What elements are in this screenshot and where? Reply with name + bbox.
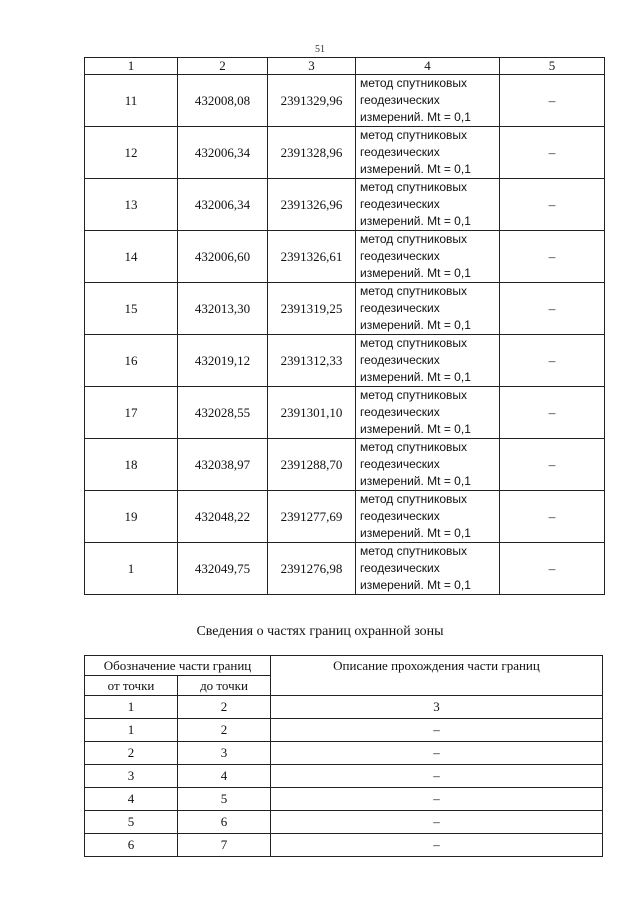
table-row bbox=[85, 834, 603, 857]
x-coordinate-cell: 432006,60 bbox=[178, 231, 268, 283]
description-cell: – bbox=[271, 719, 603, 742]
method-line: геодезических bbox=[360, 93, 440, 107]
header-to-point: до точки bbox=[178, 676, 271, 696]
header-boundary-part: Обозначение части границ bbox=[85, 656, 271, 676]
header-from-point: от точки bbox=[85, 676, 178, 696]
y-coordinate-cell: 2391312,33 bbox=[268, 335, 356, 387]
point-cell: 1 bbox=[85, 543, 178, 595]
method-line: геодезических bbox=[360, 405, 440, 419]
method-cell bbox=[356, 335, 500, 387]
table-row bbox=[85, 491, 605, 543]
y-coordinate-cell: 2391319,25 bbox=[268, 283, 356, 335]
table-row bbox=[85, 179, 605, 231]
table-row bbox=[85, 543, 605, 595]
y-coordinate-cell: 2391326,96 bbox=[268, 179, 356, 231]
y-coordinate-cell: 2391328,96 bbox=[268, 127, 356, 179]
y-coordinate-cell: 2391276,98 bbox=[268, 543, 356, 595]
from-point-cell: 5 bbox=[85, 811, 178, 834]
to-point-cell: 6 bbox=[178, 811, 271, 834]
parts-column-numbers-row bbox=[85, 696, 603, 719]
col-number-1: 1 bbox=[85, 696, 178, 719]
method-cell bbox=[356, 231, 500, 283]
to-point-cell: 4 bbox=[178, 765, 271, 788]
method-line: измерений. Mt = 0,1 bbox=[360, 110, 471, 124]
from-point-cell: 1 bbox=[85, 719, 178, 742]
method-line: метод спутниковых bbox=[360, 128, 468, 142]
x-coordinate-cell: 432048,22 bbox=[178, 491, 268, 543]
method-line: геодезических bbox=[360, 561, 440, 575]
table-row bbox=[85, 742, 603, 765]
method-line: метод спутниковых bbox=[360, 336, 468, 350]
table-row bbox=[85, 231, 605, 283]
col-header-3: 3 bbox=[268, 58, 356, 75]
page-number: 51 bbox=[315, 44, 325, 55]
description-cell: – bbox=[271, 834, 603, 857]
method-cell bbox=[356, 179, 500, 231]
method-line: измерений. Mt = 0,1 bbox=[360, 422, 471, 436]
method-line: измерений. Mt = 0,1 bbox=[360, 214, 471, 228]
x-coordinate-cell: 432008,08 bbox=[178, 75, 268, 127]
point-cell: 17 bbox=[85, 387, 178, 439]
parts-header-row bbox=[85, 656, 603, 676]
table-row bbox=[85, 335, 605, 387]
from-point-cell: 3 bbox=[85, 765, 178, 788]
point-cell: 12 bbox=[85, 127, 178, 179]
method-line: геодезических bbox=[360, 353, 440, 367]
method-cell bbox=[356, 127, 500, 179]
note-cell: – bbox=[500, 439, 605, 491]
to-point-cell: 7 bbox=[178, 834, 271, 857]
col-header-4: 4 bbox=[356, 58, 500, 75]
method-cell bbox=[356, 491, 500, 543]
method-line: метод спутниковых bbox=[360, 440, 468, 454]
method-cell bbox=[356, 75, 500, 127]
to-point-cell: 3 bbox=[178, 742, 271, 765]
header-description: Описание прохождения части границ bbox=[271, 656, 603, 696]
method-cell bbox=[356, 387, 500, 439]
method-line: геодезических bbox=[360, 301, 440, 315]
col-header-5: 5 bbox=[500, 58, 605, 75]
method-cell bbox=[356, 283, 500, 335]
x-coordinate-cell: 432049,75 bbox=[178, 543, 268, 595]
table-row bbox=[85, 387, 605, 439]
table-row bbox=[85, 283, 605, 335]
method-line: метод спутниковых bbox=[360, 388, 468, 402]
description-cell: – bbox=[271, 742, 603, 765]
boundary-parts-table bbox=[84, 655, 603, 857]
method-cell bbox=[356, 439, 500, 491]
coordinates-table bbox=[84, 57, 605, 595]
note-cell: – bbox=[500, 231, 605, 283]
col-number-2: 2 bbox=[178, 696, 271, 719]
table-row bbox=[85, 765, 603, 788]
note-cell: – bbox=[500, 335, 605, 387]
method-line: геодезических bbox=[360, 457, 440, 471]
note-cell: – bbox=[500, 387, 605, 439]
x-coordinate-cell: 432006,34 bbox=[178, 127, 268, 179]
method-line: метод спутниковых bbox=[360, 492, 468, 506]
from-point-cell: 6 bbox=[85, 834, 178, 857]
note-cell: – bbox=[500, 179, 605, 231]
method-line: измерений. Mt = 0,1 bbox=[360, 370, 471, 384]
col-header-2: 2 bbox=[178, 58, 268, 75]
to-point-cell: 5 bbox=[178, 788, 271, 811]
section-title: Сведения о частях границ охранной зоны bbox=[196, 624, 444, 639]
description-cell: – bbox=[271, 788, 603, 811]
note-cell: – bbox=[500, 543, 605, 595]
x-coordinate-cell: 432006,34 bbox=[178, 179, 268, 231]
method-line: метод спутниковых bbox=[360, 180, 468, 194]
from-point-cell: 2 bbox=[85, 742, 178, 765]
method-line: измерений. Mt = 0,1 bbox=[360, 474, 471, 488]
point-cell: 15 bbox=[85, 283, 178, 335]
point-cell: 19 bbox=[85, 491, 178, 543]
method-line: геодезических bbox=[360, 249, 440, 263]
note-cell: – bbox=[500, 75, 605, 127]
x-coordinate-cell: 432019,12 bbox=[178, 335, 268, 387]
note-cell: – bbox=[500, 127, 605, 179]
method-line: метод спутниковых bbox=[360, 232, 468, 246]
y-coordinate-cell: 2391277,69 bbox=[268, 491, 356, 543]
x-coordinate-cell: 432028,55 bbox=[178, 387, 268, 439]
x-coordinate-cell: 432038,97 bbox=[178, 439, 268, 491]
description-cell: – bbox=[271, 765, 603, 788]
point-cell: 13 bbox=[85, 179, 178, 231]
from-point-cell: 4 bbox=[85, 788, 178, 811]
y-coordinate-cell: 2391329,96 bbox=[268, 75, 356, 127]
point-cell: 14 bbox=[85, 231, 178, 283]
col-header-1: 1 bbox=[85, 58, 178, 75]
to-point-cell: 2 bbox=[178, 719, 271, 742]
method-line: метод спутниковых bbox=[360, 284, 468, 298]
coordinates-header-row bbox=[85, 58, 605, 75]
method-line: геодезических bbox=[360, 145, 440, 159]
method-line: измерений. Mt = 0,1 bbox=[360, 162, 471, 176]
method-line: геодезических bbox=[360, 509, 440, 523]
table-row bbox=[85, 788, 603, 811]
point-cell: 16 bbox=[85, 335, 178, 387]
table-row bbox=[85, 811, 603, 834]
table-row bbox=[85, 127, 605, 179]
method-line: метод спутниковых bbox=[360, 544, 468, 558]
note-cell: – bbox=[500, 491, 605, 543]
method-line: метод спутниковых bbox=[360, 76, 468, 90]
table-row bbox=[85, 719, 603, 742]
note-cell: – bbox=[500, 283, 605, 335]
method-line: измерений. Mt = 0,1 bbox=[360, 318, 471, 332]
method-line: геодезических bbox=[360, 197, 440, 211]
y-coordinate-cell: 2391326,61 bbox=[268, 231, 356, 283]
method-line: измерений. Mt = 0,1 bbox=[360, 578, 471, 592]
col-number-3: 3 bbox=[271, 696, 603, 719]
method-line: измерений. Mt = 0,1 bbox=[360, 526, 471, 540]
table-row bbox=[85, 75, 605, 127]
table-row bbox=[85, 439, 605, 491]
point-cell: 18 bbox=[85, 439, 178, 491]
x-coordinate-cell: 432013,30 bbox=[178, 283, 268, 335]
method-cell bbox=[356, 543, 500, 595]
description-cell: – bbox=[271, 811, 603, 834]
method-line: измерений. Mt = 0,1 bbox=[360, 266, 471, 280]
point-cell: 11 bbox=[85, 75, 178, 127]
y-coordinate-cell: 2391288,70 bbox=[268, 439, 356, 491]
y-coordinate-cell: 2391301,10 bbox=[268, 387, 356, 439]
